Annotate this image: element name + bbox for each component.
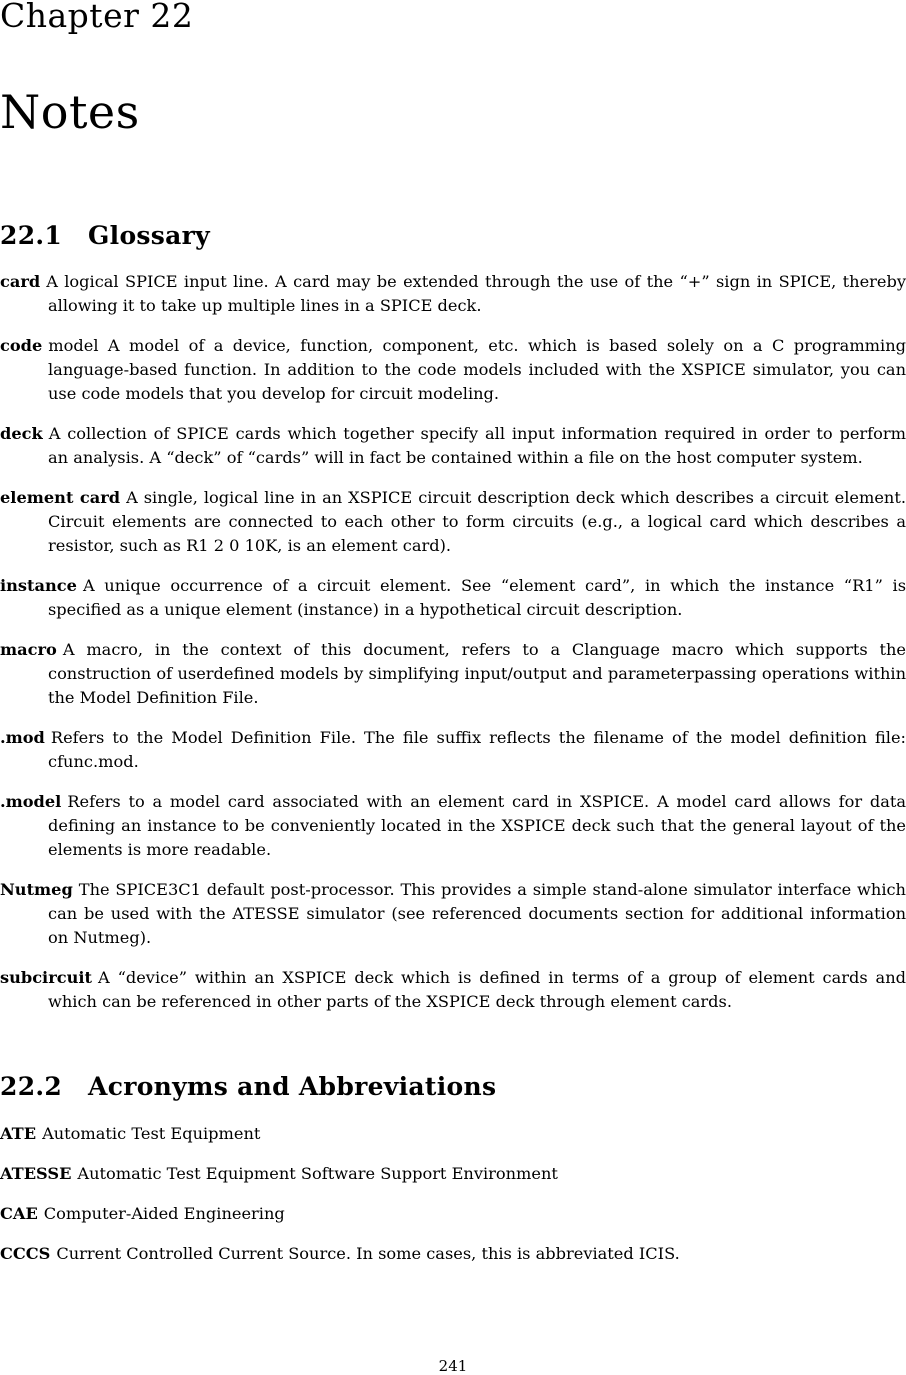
entry-term: ATE (0, 1124, 37, 1143)
entry-definition: A collection of SPICE cards which together specify all input information required in order to perform an analysis. A “deck” of “cards” will in fact be contained within a file on the host computer system. (48, 424, 906, 467)
glossary-entry-subcircuit (0, 966, 906, 1014)
glossary-list (0, 270, 906, 1014)
glossary-entry-deck (0, 422, 906, 470)
chapter-label: Chapter 22 (0, 0, 194, 35)
entry-term: instance (0, 576, 77, 595)
entry-definition: A “device” within an XSPICE deck which is defined in terms of a group of element cards and which can be referenced in other parts of the XSPICE deck through element cards. (48, 968, 906, 1011)
glossary-entry-card (0, 270, 906, 318)
entry-term: deck (0, 424, 43, 443)
section-title: Acronyms and Abbreviations (88, 1072, 497, 1101)
page-number: 241 (438, 1357, 468, 1375)
entry-term: CCCS (0, 1244, 51, 1263)
chapter-title: Notes (0, 85, 140, 139)
entry-definition: Current Controlled Current Source. In some cases, this is abbreviated ICIS. (56, 1244, 680, 1263)
glossary-entry-mod (0, 726, 906, 774)
entry-term: code (0, 336, 43, 355)
entry-definition: model A model of a device, function, component, etc. which is based solely on a C programming language-based function. In addition to the code models included with the XSPICE simulator, you can use code models that you develop for circuit modeling. (48, 336, 906, 403)
section-number: 22.2 (0, 1072, 63, 1101)
acronym-entry-atesse (0, 1162, 906, 1186)
entry-definition: Automatic Test Equipment (42, 1124, 261, 1143)
section-number: 22.1 (0, 221, 63, 250)
entry-term: element card (0, 488, 121, 507)
glossary-entry-model (0, 790, 906, 862)
entry-definition: A unique occurrence of a circuit element. See “element card”, in which the instance “R1” is specified as a unique element (instance) in a hypothetical circuit description. (48, 576, 906, 619)
entry-definition: A logical SPICE input line. A card may be extended through the use of the “+” sign in SPICE, thereby allowing it to take up multiple lines in a SPICE deck. (46, 272, 906, 315)
acronym-entry-cae (0, 1202, 906, 1226)
entry-term: card (0, 272, 41, 291)
entry-term: CAE (0, 1204, 38, 1223)
entry-definition: Refers to the Model Definition File. The file suffix reflects the filename of the model definition file: cfunc.mod. (48, 728, 906, 771)
entry-definition: A single, logical line in an XSPICE circuit description deck which describes a circuit element. Circuit elements are connected to each other to form circuits (e.g., a logical card which describes a resistor, such as R1 2 0 10K, is an element card). (48, 488, 906, 555)
entry-definition: Refers to a model card associated with an element card in XSPICE. A model card allows for data defining an instance to be conveniently located in the XSPICE deck such that the general layout of the elements is more readable. (48, 792, 906, 859)
acronym-list (0, 1122, 906, 1266)
entry-term: macro (0, 640, 57, 659)
entry-definition: A macro, in the context of this document, refers to a Clanguage macro which supports the construction of userdefined models by simplifying input/output and parameterpassing operations within the Model Definition File. (48, 640, 906, 707)
entry-term: subcircuit (0, 968, 92, 987)
entry-definition: Automatic Test Equipment Software Support Environment (77, 1164, 558, 1183)
entry-definition: The SPICE3C1 default post-processor. This provides a simple stand-alone simulator interface which can be used with the ATESSE simulator (see referenced documents section for additional information on Nutmeg). (48, 880, 906, 947)
entry-term: .model (0, 792, 62, 811)
glossary-entry-element-card (0, 486, 906, 558)
entry-definition: Computer-Aided Engineering (43, 1204, 285, 1223)
section-heading-glossary (0, 221, 210, 251)
glossary-entry-macro (0, 638, 906, 710)
glossary-entry-instance (0, 574, 906, 622)
entry-term: ATESSE (0, 1164, 72, 1183)
entry-term: .mod (0, 728, 45, 747)
acronym-entry-ate (0, 1122, 906, 1146)
acronym-entry-cccs (0, 1242, 906, 1266)
section-heading-acronyms (0, 1072, 496, 1102)
glossary-entry-code (0, 334, 906, 406)
section-title: Glossary (88, 221, 210, 250)
entry-term: Nutmeg (0, 880, 73, 899)
glossary-entry-nutmeg (0, 878, 906, 950)
